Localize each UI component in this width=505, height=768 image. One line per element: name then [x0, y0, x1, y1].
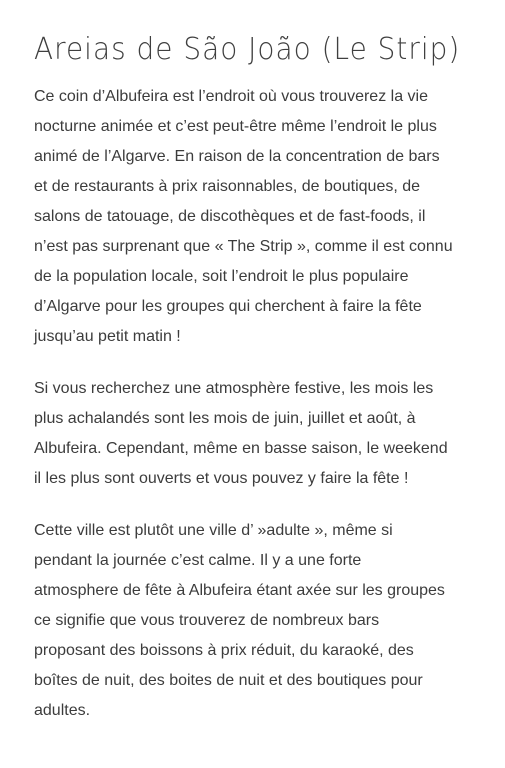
article-title: Areias de São João (Le Strip) [34, 32, 461, 67]
paragraph-line: de la population locale, soit l’endroit le plus populaire [34, 268, 409, 285]
paragraph-line: animé de l’Algarve. En raison de la concentration de bars [34, 148, 440, 165]
paragraph-adult-town [34, 516, 484, 726]
paragraph-line: proposant des boissons à prix réduit, du karaoké, des [34, 642, 414, 659]
paragraph-line: n’est pas surprenant que « The Strip », comme il est connu [34, 238, 453, 255]
paragraph-line: et de restaurants à prix raisonnables, de boutiques, de [34, 178, 421, 195]
paragraph-nightlife [34, 82, 484, 352]
paragraph-season [34, 374, 484, 494]
paragraph-line: salons de tatouage, de discothèques et de fast-foods, il [34, 208, 426, 225]
paragraph-line: Albufeira. Cependant, même en basse saison, le weekend [34, 440, 448, 457]
paragraph-line: adultes. [34, 702, 91, 719]
article [34, 26, 484, 748]
article-body [34, 82, 484, 726]
paragraph-line: atmosphere de fête à Albufeira étant axée sur les groupes [34, 582, 445, 599]
paragraph-line: boîtes de nuit, des boites de nuit et des boutiques pour [34, 672, 423, 689]
paragraph-line: il les plus sont ouverts et vous pouvez y faire la fête ! [34, 470, 409, 487]
paragraph-line: d’Algarve pour les groupes qui cherchent à faire la fête [34, 298, 422, 315]
paragraph-line: ce signifie que vous trouverez de nombreux bars [34, 612, 380, 629]
paragraph-line: jusqu’au petit matin ! [34, 328, 181, 345]
paragraph-line: plus achalandés sont les mois de juin, juillet et août, à [34, 410, 416, 427]
paragraph-line: Ce coin d’Albufeira est l’endroit où vous trouverez la vie [34, 88, 428, 105]
paragraph-line: pendant la journée c’est calme. Il y a une forte [34, 552, 362, 569]
paragraph-line: nocturne animée et c’est peut-être même l’endroit le plus [34, 118, 437, 135]
paragraph-line: Si vous recherchez une atmosphère festive, les mois les [34, 380, 434, 397]
paragraph-line: Cette ville est plutôt une ville d’ »adulte », même si [34, 522, 393, 539]
